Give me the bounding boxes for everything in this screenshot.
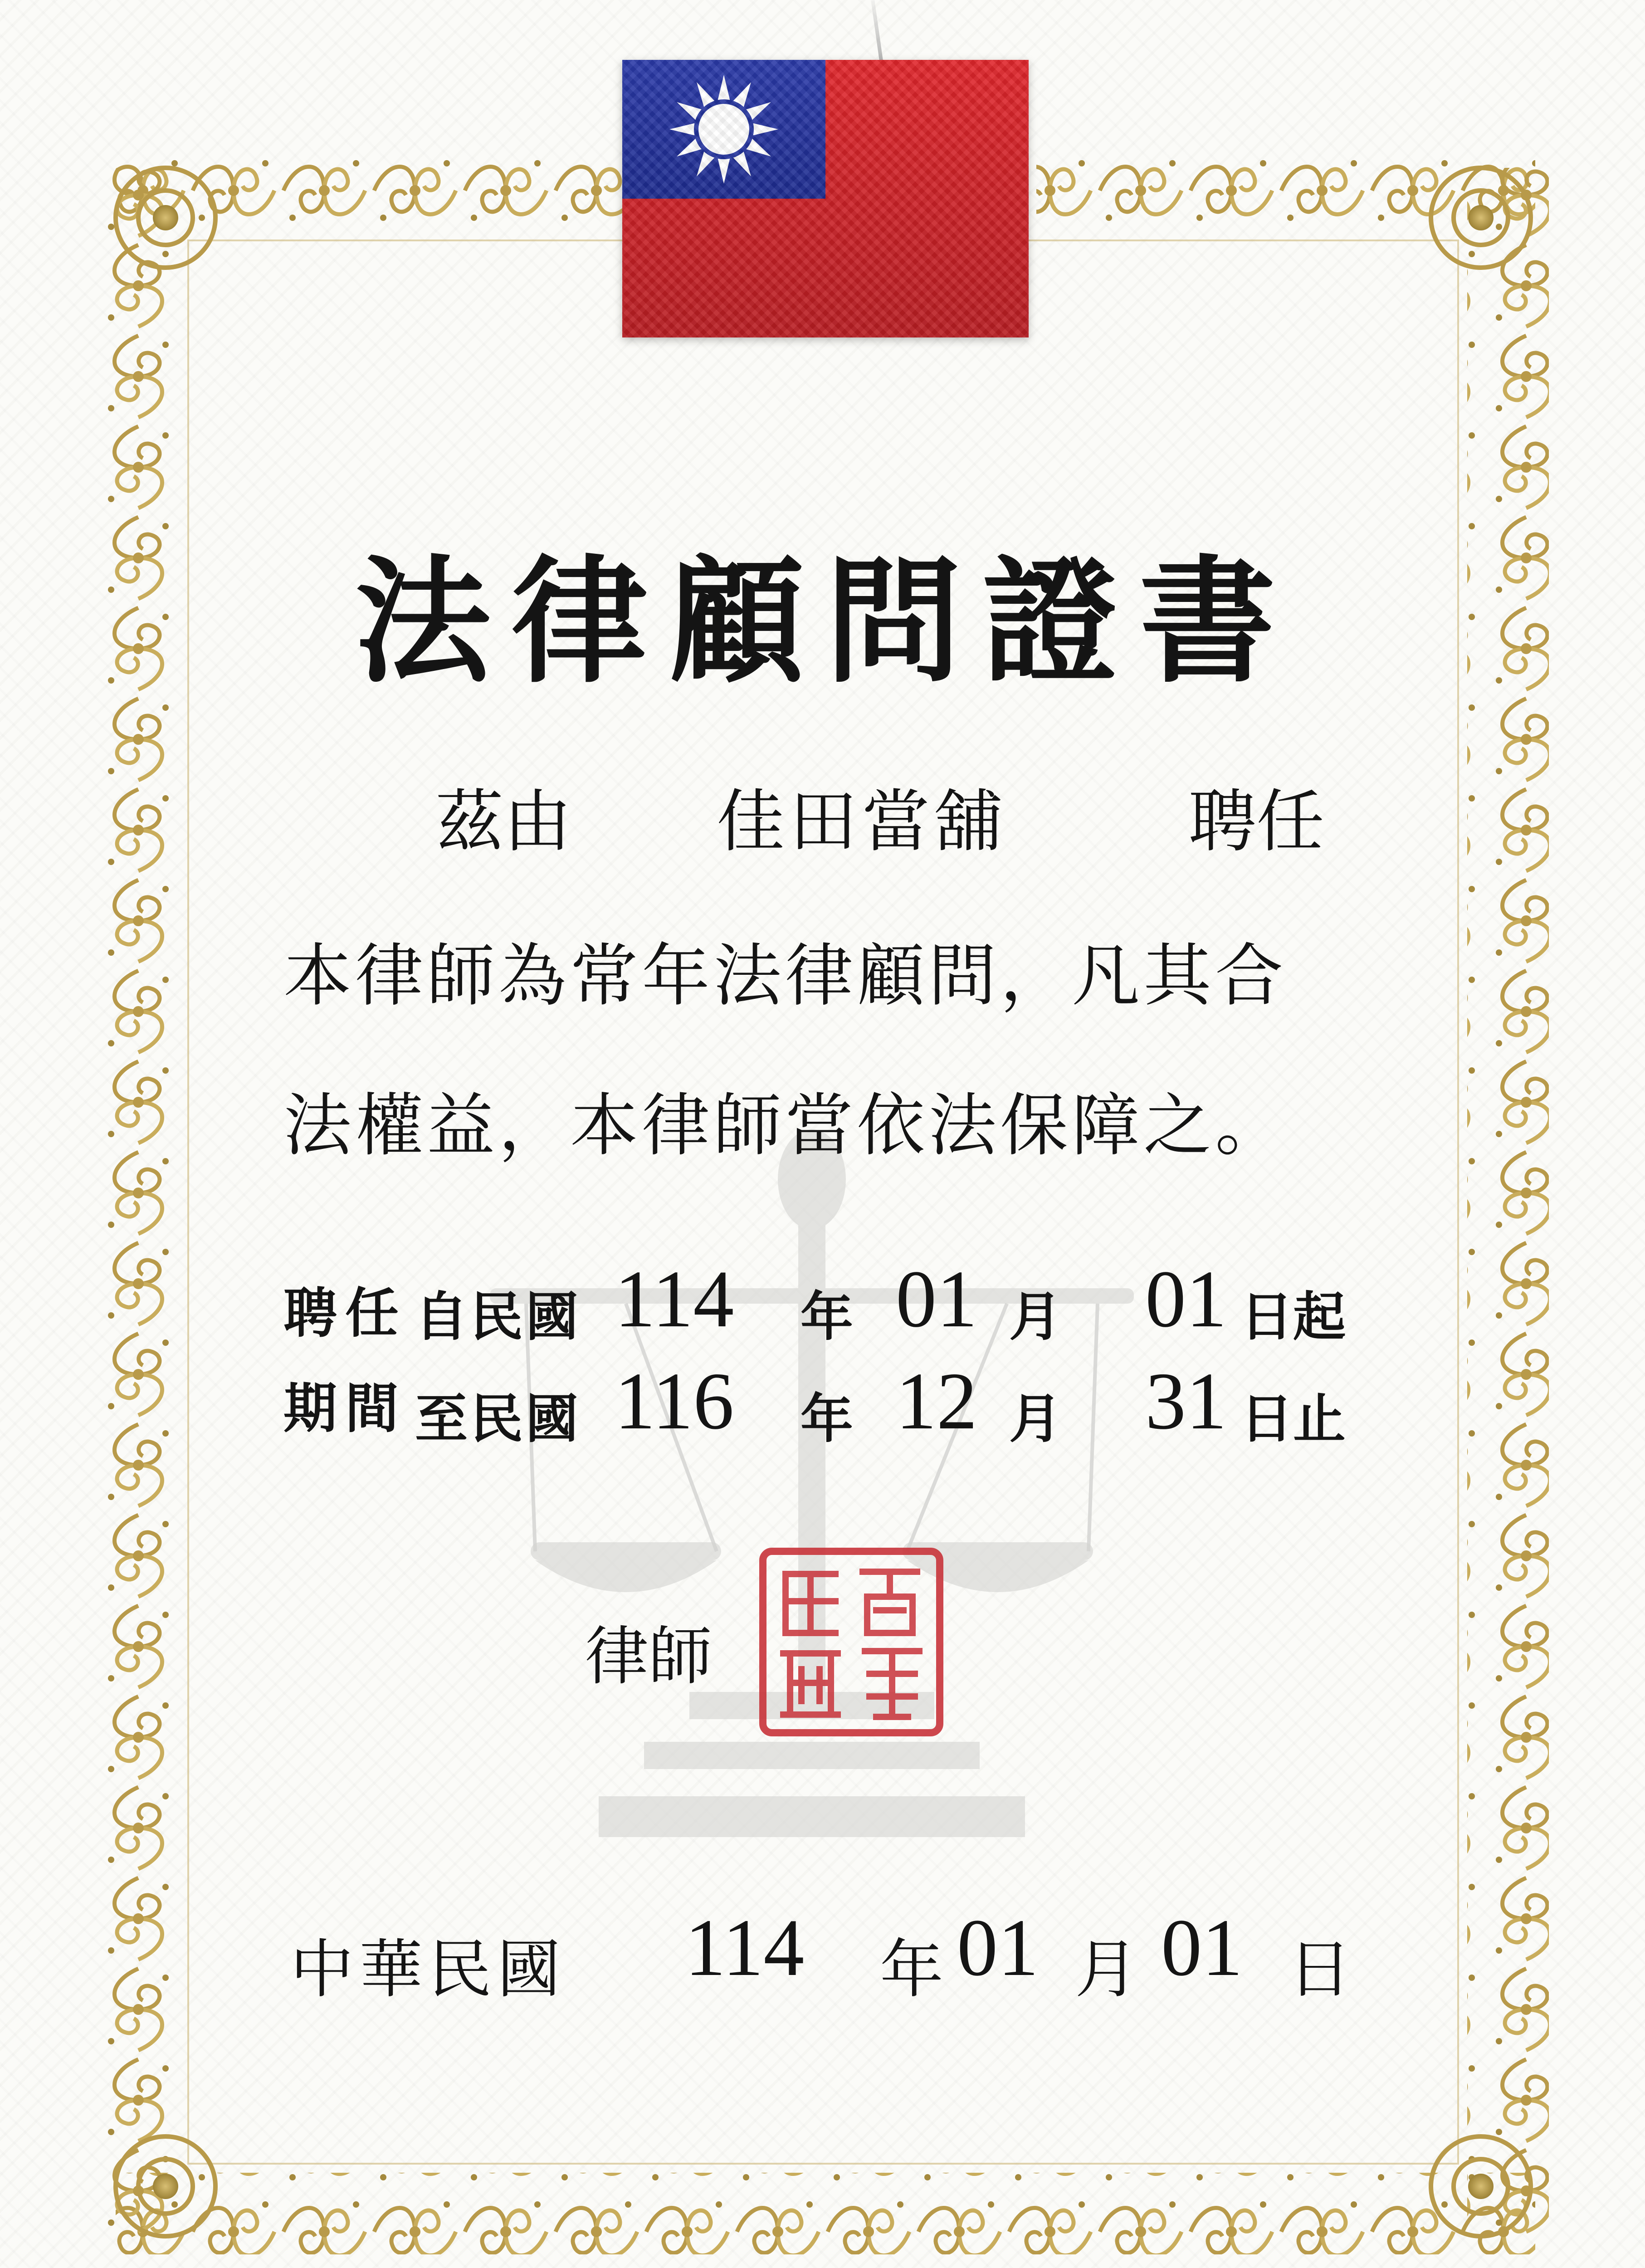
client-name: 佳田當舖 — [717, 782, 1007, 861]
period-end-prefix: 至民國 — [415, 1388, 581, 1450]
body-line-1: 本律師為常年法律顧問，凡其合 — [283, 937, 1287, 1016]
period-start-suffix: 日起 — [1240, 1286, 1346, 1348]
issue-date — [290, 1901, 1379, 2007]
period-end-year-unit: 年 — [801, 1388, 853, 1450]
period-label-line-2: 期間 — [283, 1377, 407, 1440]
period-start-prefix: 自民國 — [415, 1286, 581, 1348]
flag-string — [871, 0, 883, 64]
issue-date-year-unit: 年 — [880, 1933, 944, 2007]
body-line-2: 法權益，本律師當依法保障之。 — [283, 1086, 1287, 1165]
period-start-month: 01 — [896, 1254, 977, 1344]
issue-date-era: 中華民國 — [290, 1933, 566, 2007]
period-start-year-unit: 年 — [801, 1286, 853, 1348]
issue-date-day: 01 — [1161, 1902, 1243, 1993]
period-label-line-1: 聘任 — [283, 1282, 407, 1344]
period-end-month-unit: 月 — [1009, 1388, 1062, 1450]
issue-date-day-unit: 日 — [1288, 1933, 1352, 2007]
period-end-row — [415, 1354, 1346, 1450]
roc-flag-icon — [622, 60, 1029, 337]
period-start-day: 01 — [1145, 1254, 1227, 1344]
flag-texture — [622, 60, 1029, 337]
period-end-month: 12 — [896, 1356, 977, 1446]
intro-text: 茲由 — [435, 782, 572, 861]
appoint-text: 聘任 — [1188, 782, 1325, 861]
lawyer-label: 律師 — [585, 1620, 713, 1694]
period-end-year: 116 — [615, 1356, 734, 1446]
period-start-month-unit: 月 — [1009, 1286, 1062, 1348]
period-end-day: 31 — [1145, 1356, 1227, 1446]
certificate-title: 法律顧問證書 — [355, 543, 1296, 701]
issue-date-month: 01 — [957, 1902, 1039, 1993]
lawyer-seal-icon — [758, 1547, 944, 1737]
scales-of-justice-icon — [435, 1125, 1188, 1851]
period-end-suffix: 日止 — [1240, 1388, 1346, 1450]
period-start-year: 114 — [615, 1254, 734, 1344]
issue-date-year: 114 — [685, 1902, 805, 1993]
period-start-row — [415, 1252, 1346, 1348]
issue-date-month-unit: 月 — [1075, 1933, 1139, 2007]
